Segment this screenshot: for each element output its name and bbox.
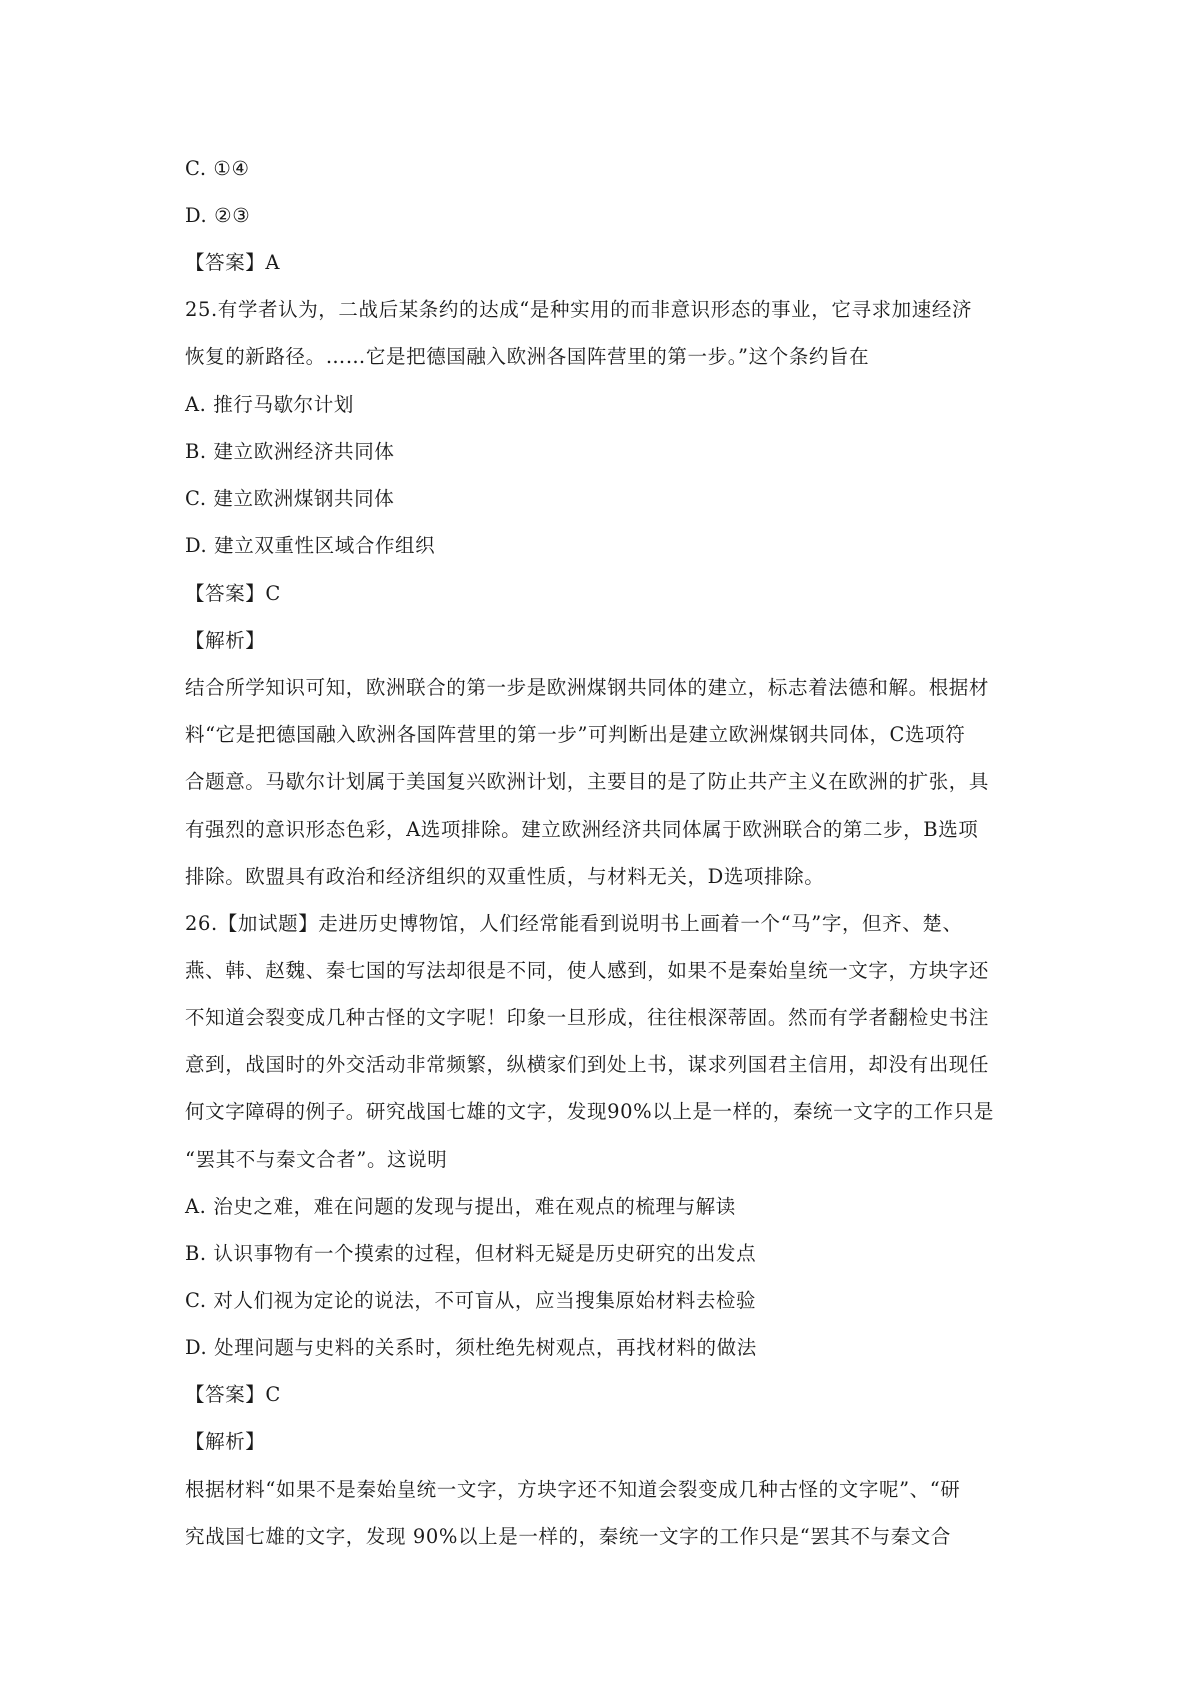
option-26-a: A. 治史之难，难在问题的发现与提出，难在观点的梳理与解读 (185, 1195, 736, 1218)
analysis-26-label: 【解析】 (185, 1430, 266, 1453)
question-26-line-3: 不知道会裂变成几种古怪的文字呢！印象一旦形成，往往根深蒂固。然而有学者翻检史书注 (185, 1006, 990, 1029)
analysis-25-line-4: 有强烈的意识形态色彩，A选项排除。建立欧洲经济共同体属于欧洲联合的第二步，B选项 (185, 818, 979, 841)
analysis-26-line-1: 根据材料“如果不是秦始皇统一文字，方块字还不知道会裂变成几种古怪的文字呢”、“研 (185, 1478, 961, 1501)
question-26-line-6: “罢其不与秦文合者”。这说明 (185, 1148, 448, 1171)
analysis-25-line-3: 合题意。马歇尔计划属于美国复兴欧洲计划，主要目的是了防止共产主义在欧洲的扩张，具 (185, 770, 990, 793)
analysis-25-line-5: 排除。欧盟具有政治和经济组织的双重性质，与材料无关，D选项排除。 (185, 865, 825, 888)
question-26-line-1: 26.【加试题】走进历史博物馆，人们经常能看到说明书上画着一个“马”字，但齐、楚、 (185, 912, 963, 935)
option-25-d: D. 建立双重性区域合作组织 (185, 534, 436, 557)
analysis-25-label: 【解析】 (185, 629, 266, 652)
question-26-line-4: 意到，战国时的外交活动非常频繁，纵横家们到处上书，谋求列国君主信用，却没有出现任 (185, 1053, 990, 1076)
option-26-c: C. 对人们视为定论的说法，不可盲从，应当搜集原始材料去检验 (185, 1289, 757, 1312)
option-25-c: C. 建立欧洲煤钢共同体 (185, 487, 395, 510)
option-26-b: B. 认识事物有一个摸索的过程，但材料无疑是历史研究的出发点 (185, 1242, 757, 1265)
option-25-b: B. 建立欧洲经济共同体 (185, 440, 395, 463)
option-c-prev: C. ①④ (185, 157, 250, 180)
option-26-d: D. 处理问题与史料的关系时，须杜绝先树观点，再找材料的做法 (185, 1336, 757, 1359)
question-26-line-2: 燕、韩、赵魏、秦七国的写法却很是不同，使人感到，如果不是秦始皇统一文字，方块字还 (185, 959, 990, 982)
answer-26: 【答案】C (185, 1383, 281, 1406)
question-25-line-2: 恢复的新路径。……它是把德国融入欧洲各国阵营里的第一步。”这个条约旨在 (185, 345, 870, 368)
question-26-line-5: 何文字障碍的例子。研究战国七雄的文字，发现90%以上是一样的，秦统一文字的工作只是 (185, 1100, 994, 1123)
option-25-a: A. 推行马歇尔计划 (185, 393, 354, 416)
analysis-26-line-2: 究战国七雄的文字，发现 90%以上是一样的，秦统一文字的工作只是“罢其不与秦文合 (185, 1525, 952, 1548)
answer-25: 【答案】C (185, 582, 281, 605)
question-25-line-1: 25.有学者认为，二战后某条约的达成“是种实用的而非意识形态的事业，它寻求加速经济 (185, 298, 973, 321)
option-d-prev: D. ②③ (185, 204, 251, 227)
answer-24: 【答案】A (185, 251, 281, 274)
analysis-25-line-2: 料“它是把德国融入欧洲各国阵营里的第一步”可判断出是建立欧洲煤钢共同体，C选项符 (185, 723, 966, 746)
analysis-25-line-1: 结合所学知识可知，欧洲联合的第一步是欧洲煤钢共同体的建立，标志着法德和解。根据材 (185, 676, 990, 699)
